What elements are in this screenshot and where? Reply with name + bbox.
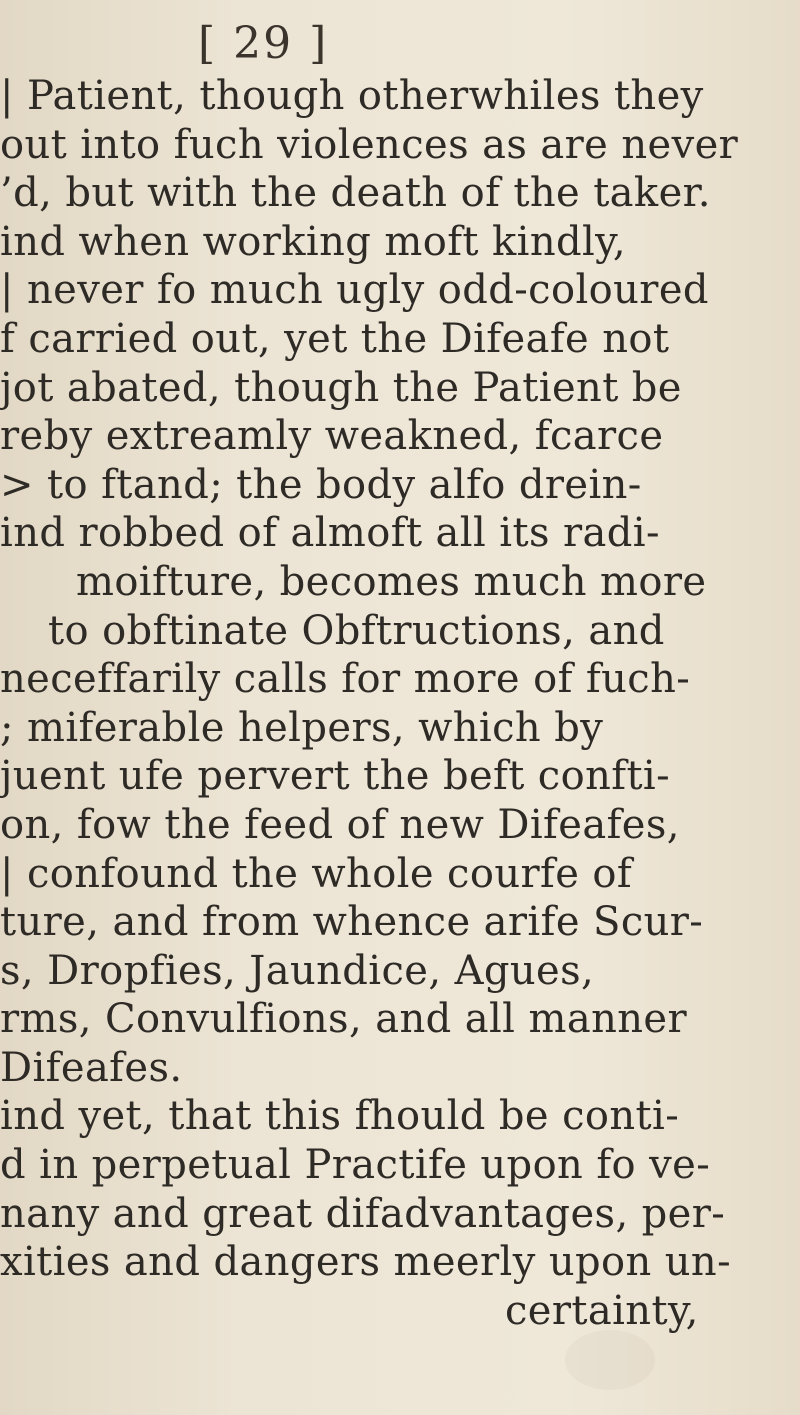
text-line: nany and great difadvantages, per- <box>0 1190 726 1237</box>
text-line: neceffarily calls for more of fuch- <box>0 656 691 703</box>
text-line: > to ftand; the body alfo drein- <box>0 461 642 508</box>
text-line: ’d, but with the death of the taker. <box>0 170 711 217</box>
text-line: on, fow the feed of new Difeafes, <box>0 801 680 848</box>
text-line: ind yet, that this fhould be conti- <box>0 1093 680 1140</box>
text-line: ind when working moft kindly, <box>0 218 626 265</box>
text-line: s, Dropfies, Jaundice, Agues, <box>0 947 595 994</box>
text-line: ture, and from whence arife Scur- <box>0 899 704 946</box>
text-line: to obftinate Obftructions, and <box>48 607 665 654</box>
paper-stain <box>565 1330 655 1390</box>
catchword: certainty, <box>505 1287 699 1334</box>
text-line: xities and dangers meerly upon un- <box>0 1239 731 1286</box>
text-line: | never fo much ugly odd-coloured <box>0 267 709 314</box>
text-line: ind robbed of almoft all its radi- <box>0 510 660 557</box>
text-line: rms, Convulfions, and all manner <box>0 996 687 1043</box>
page-number: [ 29 ] <box>198 18 329 69</box>
text-line: jot abated, though the Patient be <box>0 364 682 411</box>
text-line: d in perpetual Practife upon fo ve- <box>0 1142 711 1189</box>
text-line: f carried out, yet the Difeafe not <box>0 315 670 362</box>
text-line: out into fuch violences as are never <box>0 121 739 168</box>
text-line: reby extreamly weakned, fcarce <box>0 413 664 460</box>
text-line: | Patient, though otherwhiles they <box>0 73 704 119</box>
text-line: juent ufe pervert the beft confti- <box>0 753 671 800</box>
body-text <box>0 72 800 1335</box>
text-line: Difeafes. <box>0 1044 183 1091</box>
text-line: moifture, becomes much more <box>76 558 707 605</box>
text-line: | confound the whole courfe of <box>0 850 633 897</box>
text-line: ; miferable helpers, which by <box>0 704 604 751</box>
